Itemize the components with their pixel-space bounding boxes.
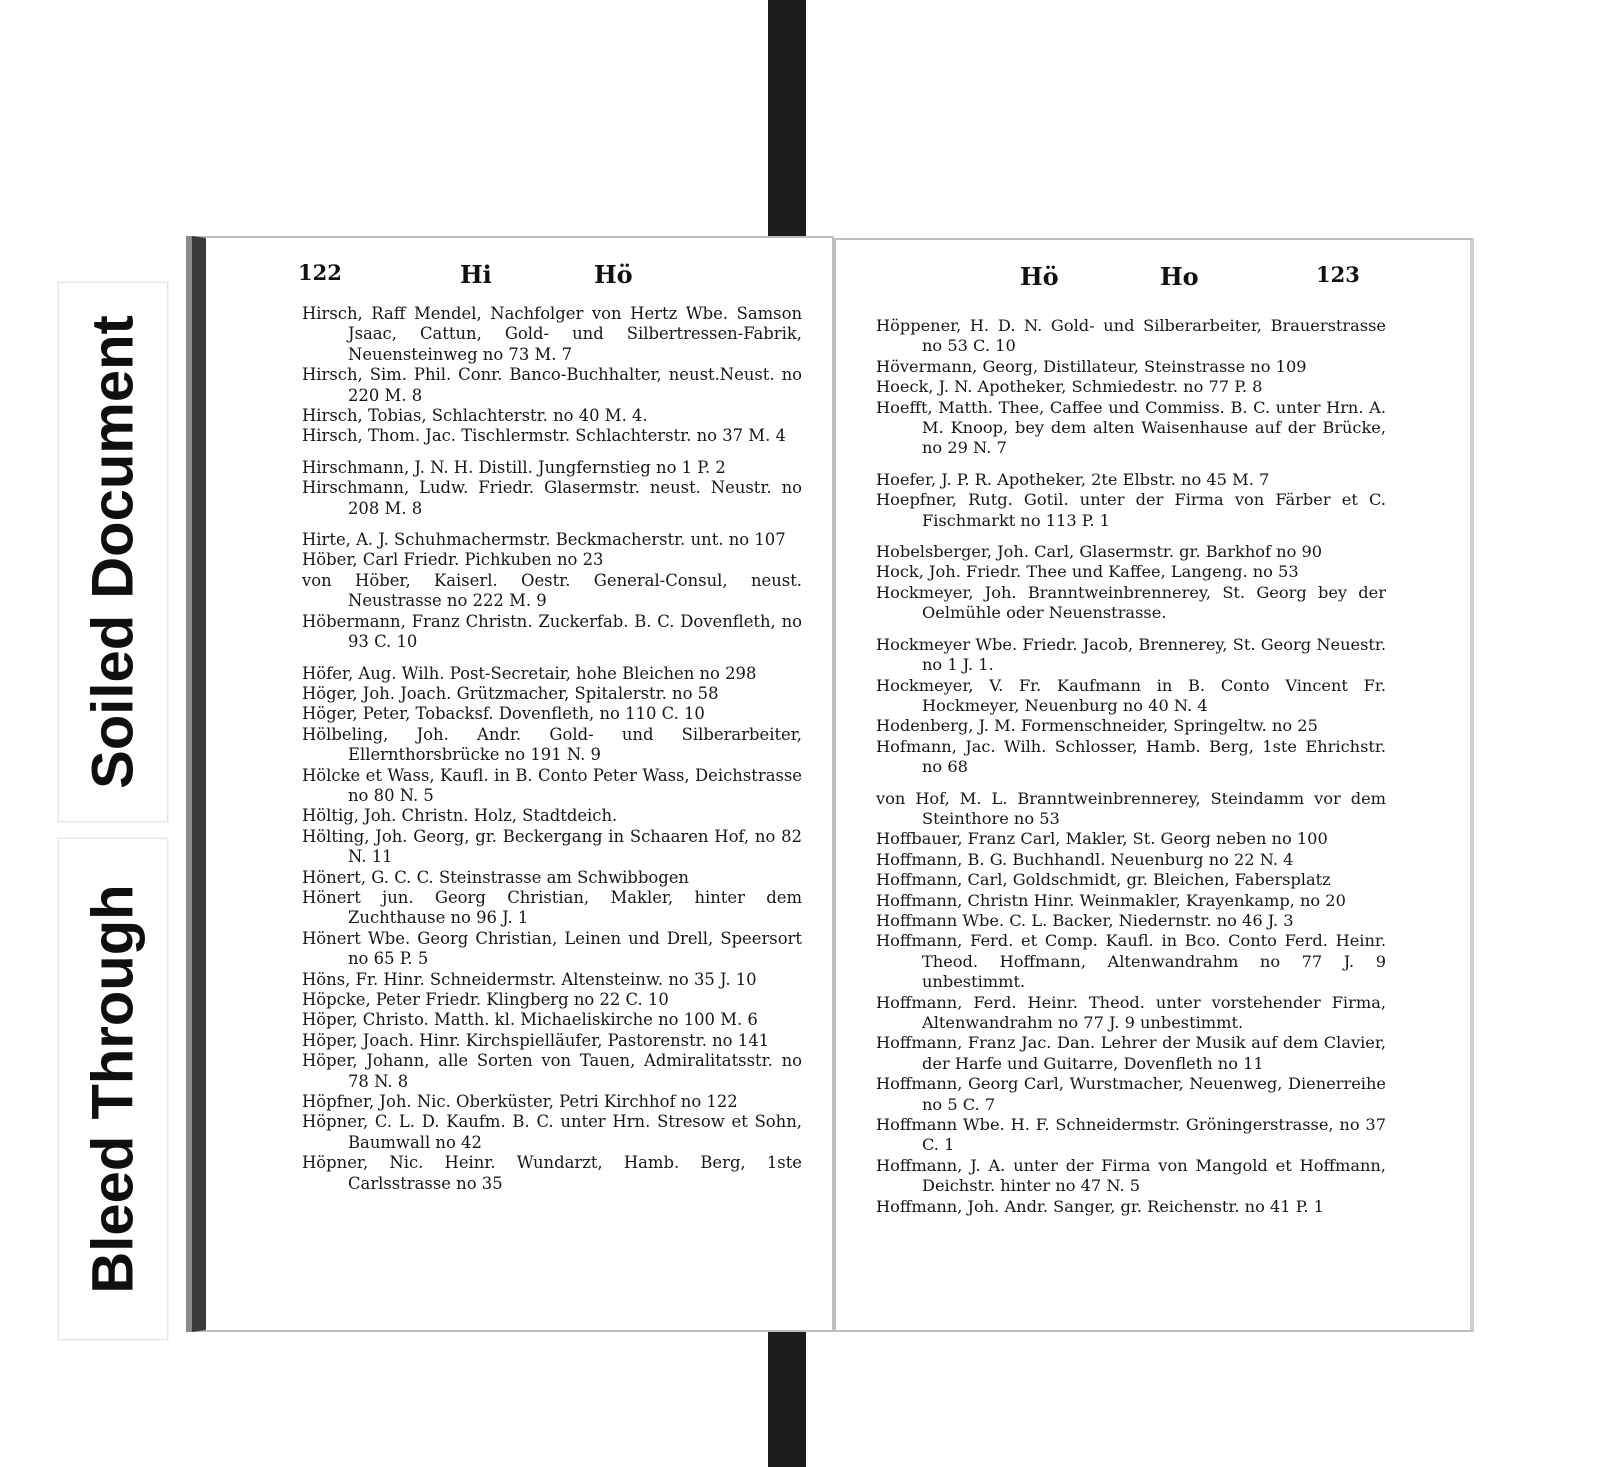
directory-entry: Hönert jun. Georg Christian, Makler, hinter dem Zuchthause no 96 J. 1	[302, 887, 802, 928]
directory-entry: Hölting, Joh. Georg, gr. Beckergang in Schaaren Hof, no 82 N. 11	[302, 826, 802, 867]
directory-entry: Hirschmann, Ludw. Friedr. Glasermstr. neust. Neustr. no 208 M. 8	[302, 478, 802, 518]
directory-entry: von Hof, M. L. Branntweinbrennerey, Steindamm vor dem Steinthore no 53	[876, 788, 1386, 828]
directory-entry: Hoffmann Wbe. C. L. Backer, Niedernstr. no 46 J. 3	[876, 910, 1294, 930]
directory-entry: Höppener, H. D. N. Gold- und Silberarbeiter, Brauerstrasse no 53 C. 10	[876, 316, 1386, 356]
directory-entry: Hoffmann, B. G. Buchhandl. Neuenburg no 22 N. 4	[876, 849, 1294, 869]
right-page	[834, 238, 1474, 1332]
directory-entry: Hölbeling, Joh. Andr. Gold- und Silberarbeiter, Ellernthorsbrücke no 191 N. 9	[302, 724, 802, 765]
directory-entry: Hoffmann, J. A. unter der Firma von Mangold et Hoffmann, Deichstr. hinter no 47 N. 5	[876, 1155, 1386, 1196]
directory-entry: Höpner, C. L. D. Kaufm. B. C. unter Hrn. Stresow et Sohn, Baumwall no 42	[302, 1112, 802, 1152]
left-page-number: 122	[298, 260, 342, 285]
directory-entry: Hoffmann Wbe. H. F. Schneidermstr. Gröningerstrasse, no 37 C. 1	[876, 1115, 1386, 1155]
directory-entry: Hölcke et Wass, Kaufl. in B. Conto Peter Wass, Deichstrasse no 80 N. 5	[302, 765, 802, 805]
right-head-1: Hö	[1020, 262, 1059, 291]
side-label-bleed-through	[58, 838, 168, 1340]
directory-entry: Hoepfner, Rutg. Gotil. unter der Firma von Färber et C. Fischmarkt no 113 P. 1	[876, 490, 1386, 530]
directory-entry: Hoffmann, Carl, Goldschmidt, gr. Bleichen, Fabersplatz	[876, 870, 1331, 890]
directory-entry: Hoefft, Matth. Thee, Caffee und Commiss. B. C. unter Hrn. A. M. Knoop, bey dem alten Waisenhause auf der Brücke, no 29 N. 7	[876, 397, 1386, 458]
side-label-soiled-document	[58, 282, 168, 822]
directory-entry: Höger, Joh. Joach. Grützmacher, Spitalerstr. no 58	[302, 683, 719, 703]
directory-entry: Hoefer, J. P. R. Apotheker, 2te Elbstr. no 45 M. 7	[876, 469, 1270, 489]
directory-entry: Höpfner, Joh. Nic. Oberküster, Petri Kirchhof no 122	[302, 1092, 738, 1112]
directory-entry: Hirschmann, J. N. H. Distill. Jungfernstieg no 1 P. 2	[302, 457, 726, 477]
directory-entry: Hockmeyer, Joh. Branntweinbrennerey, St. Georg bey der Oelmühle oder Neuenstrasse.	[876, 582, 1386, 623]
directory-entry: Hirsch, Sim. Phil. Conr. Banco-Buchhalter, neust.Neust. no 220 M. 8	[302, 365, 802, 405]
directory-entry: Höpner, Nic. Heinr. Wundarzt, Hamb. Berg, 1ste Carlsstrasse no 35	[302, 1153, 802, 1193]
left-entry-list	[302, 304, 802, 1194]
directory-entry: Höns, Fr. Hinr. Schneidermstr. Altensteinw. no 35 J. 10	[302, 969, 757, 989]
directory-entry: Hoffmann, Ferd. Heinr. Theod. unter vorstehender Firma, Altenwandrahm no 77 J. 9 unbestimmt.	[876, 992, 1386, 1032]
directory-entry: Hirsch, Raff Mendel, Nachfolger von Hertz Wbe. Samson Jsaac, Cattun, Gold- und Silbertressen-Fabrik, Neuensteinweg no 73 M. 7	[302, 304, 802, 364]
directory-entry: Höltig, Joh. Christn. Holz, Stadtdeich.	[302, 806, 618, 826]
right-running-head	[836, 262, 1470, 292]
directory-entry: Hoffbauer, Franz Carl, Makler, St. Georg neben no 100	[876, 829, 1328, 849]
directory-entry: Hofmann, Jac. Wilh. Schlosser, Hamb. Berg, 1ste Ehrichstr. no 68	[876, 736, 1386, 777]
directory-entry: Hoffmann, Franz Jac. Dan. Lehrer der Musik auf dem Clavier, der Harfe und Guitarre, Dovenfleth no 11	[876, 1033, 1386, 1073]
directory-entry: Hockmeyer Wbe. Friedr. Jacob, Brennerey, St. Georg Neuestr. no 1 J. 1.	[876, 634, 1386, 675]
directory-entry: Höper, Johann, alle Sorten von Tauen, Admiralitatsstr. no 78 N. 8	[302, 1051, 802, 1091]
directory-entry: von Höber, Kaiserl. Oestr. General-Consul, neust. Neustrasse no 222 M. 9	[302, 570, 802, 611]
directory-entry: Hodenberg, J. M. Formenschneider, Springeltw. no 25	[876, 716, 1318, 736]
side-label-top-text: Soiled Document	[80, 315, 146, 789]
directory-entry: Hirte, A. J. Schuhmachermstr. Beckmacherstr. unt. no 107	[302, 530, 786, 550]
side-label-bottom-text: Bleed Through	[80, 884, 146, 1294]
directory-entry: Hirsch, Thom. Jac. Tischlermstr. Schlachterstr. no 37 M. 4	[302, 426, 786, 446]
directory-entry: Hoffmann, Joh. Andr. Sanger, gr. Reichenstr. no 41 P. 1	[876, 1196, 1324, 1216]
right-page-number: 123	[1316, 262, 1360, 287]
right-head-2: Ho	[1160, 262, 1199, 291]
left-head-1: Hi	[460, 260, 492, 289]
directory-entry: Höpcke, Peter Friedr. Klingberg no 22 C. 10	[302, 990, 669, 1009]
directory-entry: Hirsch, Tobias, Schlachterstr. no 40 M. 4.	[302, 406, 648, 426]
directory-entry: Höper, Christo. Matth. kl. Michaeliskirche no 100 M. 6	[302, 1010, 758, 1030]
directory-entry: Hoffmann, Christn Hinr. Weinmakler, Krayenkamp, no 20	[876, 890, 1346, 910]
directory-entry: Hobelsberger, Joh. Carl, Glasermstr. gr. Barkhof no 90	[876, 542, 1323, 562]
directory-entry: Höfer, Aug. Wilh. Post-Secretair, hohe Bleichen no 298	[302, 663, 757, 683]
directory-entry: Hönert, G. C. C. Steinstrasse am Schwibbogen	[302, 867, 689, 887]
directory-entry: Höbermann, Franz Christn. Zuckerfab. B. C. Dovenfleth, no 93 C. 10	[302, 611, 802, 652]
directory-entry: Höber, Carl Friedr. Pichkuben no 23	[302, 550, 604, 570]
directory-entry: Hockmeyer, V. Fr. Kaufmann in B. Conto Vincent Fr. Hockmeyer, Neuenburg no 40 N. 4	[876, 675, 1386, 715]
directory-entry: Hoffmann, Georg Carl, Wurstmacher, Neuenweg, Dienerreihe no 5 C. 7	[876, 1074, 1386, 1114]
directory-entry: Höper, Joach. Hinr. Kirchspielläufer, Pastorenstr. no 141	[302, 1030, 770, 1050]
directory-entry: Hövermann, Georg, Distillateur, Steinstrasse no 109	[876, 356, 1307, 376]
directory-entry: Hoffmann, Ferd. et Comp. Kaufl. in Bco. Conto Ferd. Heinr. Theod. Hoffmann, Altenwandrahm no 77 J. 9 unbestimmt.	[876, 931, 1386, 992]
directory-entry: Höger, Peter, Tobacksf. Dovenfleth, no 110 C. 10	[302, 704, 705, 724]
left-page	[192, 236, 834, 1332]
directory-entry: Hönert Wbe. Georg Christian, Leinen und Drell, Speersort no 65 P. 5	[302, 928, 802, 969]
left-running-head	[206, 260, 832, 290]
directory-entry: Hock, Joh. Friedr. Thee und Kaffee, Langeng. no 53	[876, 562, 1299, 582]
right-entry-list	[876, 316, 1386, 1217]
left-head-2: Hö	[594, 260, 633, 289]
directory-entry: Hoeck, J. N. Apotheker, Schmiedestr. no 77 P. 8	[876, 377, 1263, 397]
